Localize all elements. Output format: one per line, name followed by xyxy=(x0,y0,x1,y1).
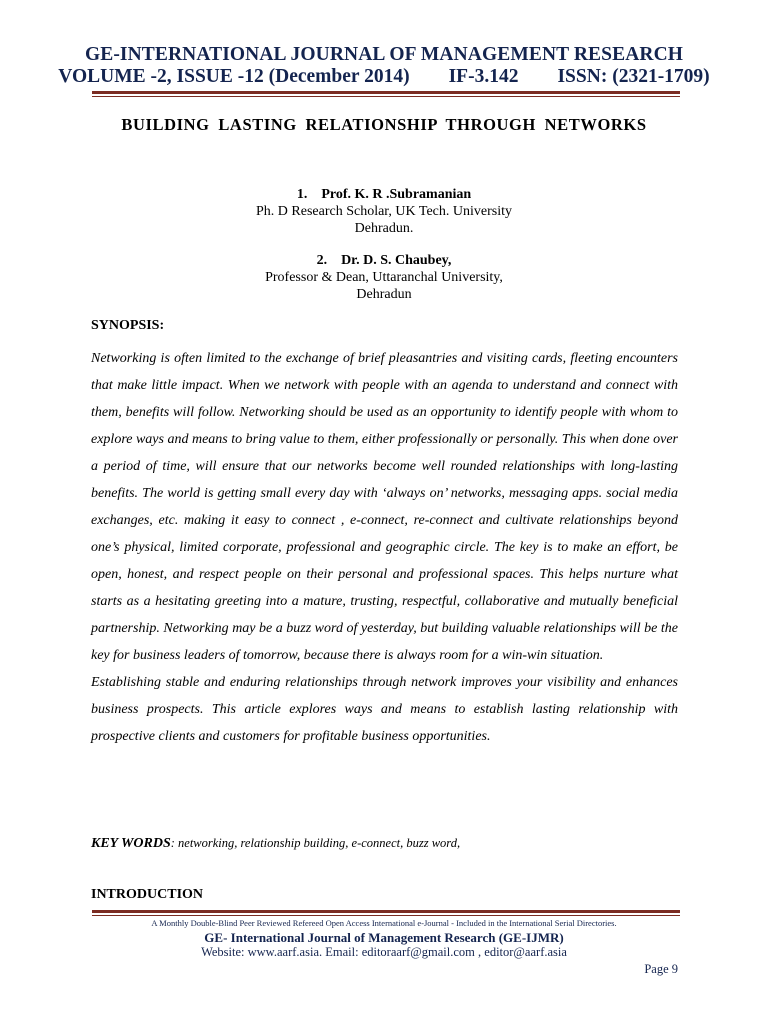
volume-issue: VOLUME -2, ISSUE -12 (December 2014) xyxy=(58,66,410,87)
author-1-name: Prof. K. R .Subramanian xyxy=(321,187,472,202)
author-1-number: 1. xyxy=(296,187,308,202)
footer-website: Website: www.aarf.asia. Email: editoraarf@gmail.com , editor@aarf.asia xyxy=(201,945,567,959)
synopsis-paragraph-2: Establishing stable and enduring relationships through network improves your visibility and enhances business prospects. This article explores ways and means to establish lasting relationship with prospective clients and customers for profitable business opportunities. xyxy=(91,675,678,744)
header-rule-thin xyxy=(92,96,680,97)
author-1-affiliation: Ph. D Research Scholar, UK Tech. University xyxy=(256,204,512,219)
journal-title: GE-INTERNATIONAL JOURNAL OF MANAGEMENT RESEARCH xyxy=(84,44,684,65)
keywords-label: KEY WORDS xyxy=(91,836,171,851)
author-2-name-line xyxy=(0,252,768,269)
author-1-name-line xyxy=(0,186,768,203)
footer-journal: GE- International Journal of Management Research (GE-IJMR) xyxy=(204,930,564,945)
author-2-location: Dehradun xyxy=(356,287,412,302)
footer-rule-thick xyxy=(92,910,680,913)
author-1-location: Dehradun. xyxy=(354,221,414,236)
author-2-affiliation: Professor & Dean, Uttaranchal University, xyxy=(265,270,503,285)
journal-meta-line xyxy=(0,66,768,88)
introduction-heading: INTRODUCTION xyxy=(91,887,204,902)
page-number: Page 9 xyxy=(644,962,678,976)
article-title: BUILDING LASTING RELATIONSHIP THROUGH NETWORKS xyxy=(121,115,647,134)
footer-note: A Monthly Double-Blind Peer Reviewed Refereed Open Access International e-Journal - Included in the International Serial Directories. xyxy=(151,918,617,928)
keywords-line xyxy=(91,836,460,852)
issn: ISSN: (2321-1709) xyxy=(557,66,710,87)
author-2-name: Dr. D. S. Chaubey, xyxy=(341,253,452,268)
author-2 xyxy=(0,252,768,303)
synopsis-heading: SYNOPSIS: xyxy=(91,318,165,333)
impact-factor: IF-3.142 xyxy=(448,66,519,87)
synopsis-paragraph-1: Networking is often limited to the exchange of brief pleasantries and visiting cards, fleeting encounters that make little impact. When we network with people with an agenda to understand and connect with them, benefits will follow. Networking should be used as an opportunity to identify people with whom to explore ways and means to bring value to them, either professionally or personally. This when done over a period of time, will ensure that our networks become well rounded relationships with long-lasting benefits. The world is getting small every day with ‘always on’ networks, messaging apps. social media exchanges, etc. making it easy to connect , e-connect, re-connect and cultivate relationships beyond one’s physical, limited corporate, professional and geographic circle. The key is to make an effort, be open, honest, and respect people on their personal and professional spaces. This helps nurture what starts as a hesitating greeting into a mature, trusting, respectful, collaborative and mutually beneficial partnership. Networking may be a buzz word of yesterday, but building valuable relationships will be the key for business leaders of tomorrow, because there is always room for a win-win situation. xyxy=(91,351,678,663)
author-2-number: 2. xyxy=(316,253,328,268)
keywords-text: : networking, relationship building, e-connect, buzz word, xyxy=(170,836,461,850)
header-rule-thick xyxy=(92,91,680,94)
footer-rule-thin xyxy=(92,915,680,916)
author-1 xyxy=(0,186,768,237)
synopsis-body xyxy=(91,345,678,750)
